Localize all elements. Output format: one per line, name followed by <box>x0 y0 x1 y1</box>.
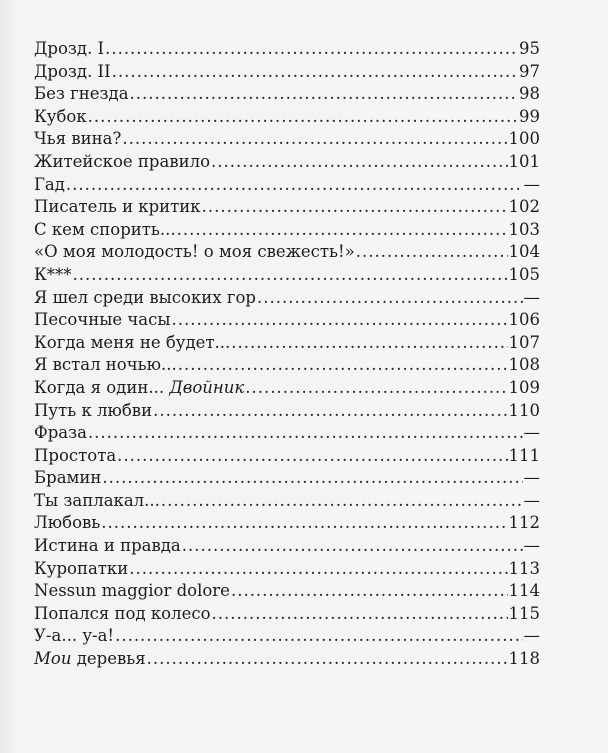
toc-title: Любовь <box>34 513 101 533</box>
toc-leader <box>130 83 518 106</box>
toc-entry <box>34 61 540 84</box>
toc-title: Житейское правило <box>34 151 211 171</box>
toc-leader <box>172 309 508 332</box>
toc-entry <box>34 377 540 400</box>
toc-title: Попался под колесо <box>34 603 211 623</box>
toc-entry <box>34 445 540 468</box>
toc-leader <box>212 603 508 626</box>
toc-leader <box>161 490 523 513</box>
toc-title: Песочные часы <box>34 310 171 330</box>
toc-title-italic: Двойник <box>169 377 245 397</box>
toc-title: Писатель и критик <box>34 197 201 217</box>
toc-entry <box>34 219 540 242</box>
toc-title: Nessun maggior dolore <box>34 581 230 601</box>
toc-title-italic: Мои <box>34 649 72 669</box>
toc-title <box>34 377 244 400</box>
toc-entry <box>34 490 540 513</box>
toc-title: Простота <box>34 445 117 465</box>
toc-leader <box>177 219 508 242</box>
toc-title: С кем спорить... <box>34 219 176 239</box>
toc-page-number: 107 <box>508 332 540 352</box>
toc-entry <box>34 106 540 129</box>
toc-page-number: 105 <box>508 264 540 284</box>
toc-entry <box>34 400 540 423</box>
toc-entry <box>34 151 540 174</box>
toc-entry <box>34 648 540 671</box>
toc-page-number: 97 <box>519 61 540 81</box>
toc-page-number: — <box>523 626 540 646</box>
toc-title: Ты заплакал... <box>34 490 160 510</box>
toc-entry <box>34 580 540 603</box>
toc-leader <box>245 377 507 400</box>
toc-leader <box>102 467 522 490</box>
toc-leader <box>182 535 523 558</box>
toc-entry <box>34 354 540 377</box>
toc-leader <box>66 174 523 197</box>
toc-entry <box>34 38 540 61</box>
toc-title: Гад <box>34 174 65 194</box>
toc-leader <box>211 151 507 174</box>
toc-leader <box>147 648 508 671</box>
toc-page-number: 115 <box>508 603 540 623</box>
toc-leader <box>129 558 507 581</box>
toc-page-number: 111 <box>508 445 540 465</box>
toc-page-number: 110 <box>508 400 540 420</box>
toc-title: Кубок <box>34 106 87 126</box>
toc-page-number: — <box>523 490 540 510</box>
toc-page-number: 102 <box>508 197 540 217</box>
toc-leader <box>231 332 507 355</box>
toc-leader <box>178 354 508 377</box>
toc-page-number: 95 <box>519 39 540 58</box>
toc-leader <box>112 61 518 84</box>
toc-entry <box>34 196 540 219</box>
toc-title-text: Когда я один... <box>34 377 165 397</box>
toc-entry <box>34 309 540 332</box>
toc-leader <box>202 196 508 219</box>
toc-entry <box>34 287 540 310</box>
toc-title: Без гнезда <box>34 84 129 104</box>
toc-leader <box>88 106 518 129</box>
toc-entry <box>34 512 540 535</box>
toc-leader <box>73 264 508 287</box>
toc-leader <box>231 580 508 603</box>
toc-entry <box>34 241 540 264</box>
toc-entry <box>34 83 540 106</box>
toc-page-number: 98 <box>519 84 540 104</box>
toc-title: Дрозд. II <box>34 61 111 81</box>
toc-page-number: 104 <box>508 242 540 262</box>
toc-entry <box>34 467 540 490</box>
toc-leader <box>88 422 523 445</box>
toc-page-number: 106 <box>508 310 540 330</box>
toc-page-number: 99 <box>519 106 540 126</box>
toc-entry <box>34 603 540 626</box>
toc-entry <box>34 535 540 558</box>
toc-page-number: — <box>523 536 540 556</box>
toc-leader <box>356 241 508 264</box>
toc-page-number: 112 <box>508 513 540 533</box>
toc-title: Куропатки <box>34 558 129 578</box>
toc-entry <box>34 264 540 287</box>
toc-leader <box>257 287 523 310</box>
toc-entry <box>34 558 540 581</box>
toc-page-number: — <box>523 287 540 307</box>
toc-title: Брамин <box>34 468 102 488</box>
toc-page-number: 103 <box>508 219 540 239</box>
toc-title: Дрозд. I <box>34 39 105 58</box>
toc-leader <box>115 625 522 648</box>
toc-title <box>34 648 146 671</box>
toc-title-text: деревья <box>76 649 146 669</box>
toc-leader <box>122 128 507 151</box>
toc-title: Истина и правда <box>34 536 181 556</box>
toc-title: К*** <box>34 264 72 284</box>
toc-title: Когда меня не будет... <box>34 332 231 352</box>
toc-entry <box>34 128 540 151</box>
toc-title: Я шел среди высоких гор <box>34 287 256 307</box>
toc-page-number: 100 <box>508 129 540 149</box>
toc-entry <box>34 174 540 197</box>
toc-page-number: — <box>523 174 540 194</box>
toc-title: Путь к любви <box>34 400 153 420</box>
toc-title: У-а... у-а! <box>34 626 115 646</box>
toc-page-number: 101 <box>508 151 540 171</box>
toc-leader <box>117 445 507 468</box>
toc-page-number: — <box>523 423 540 443</box>
toc-entry <box>34 332 540 355</box>
toc-leader <box>105 38 518 61</box>
toc-title: Я встал ночью... <box>34 355 177 375</box>
table-of-contents <box>34 38 540 671</box>
toc-title: Чья вина? <box>34 129 122 149</box>
toc-page-number: 108 <box>508 355 540 375</box>
toc-page-number: 118 <box>508 649 540 669</box>
toc-page-number: 109 <box>508 377 540 397</box>
toc-leader <box>101 512 507 535</box>
toc-entry <box>34 625 540 648</box>
toc-page-number: 114 <box>508 581 540 601</box>
toc-page-number: — <box>523 468 540 488</box>
toc-page-number: 113 <box>508 558 540 578</box>
toc-title: Фраза <box>34 423 87 443</box>
toc-title: «О моя молодость! о моя свежесть!» <box>34 242 355 262</box>
toc-leader <box>153 400 507 423</box>
toc-entry <box>34 422 540 445</box>
